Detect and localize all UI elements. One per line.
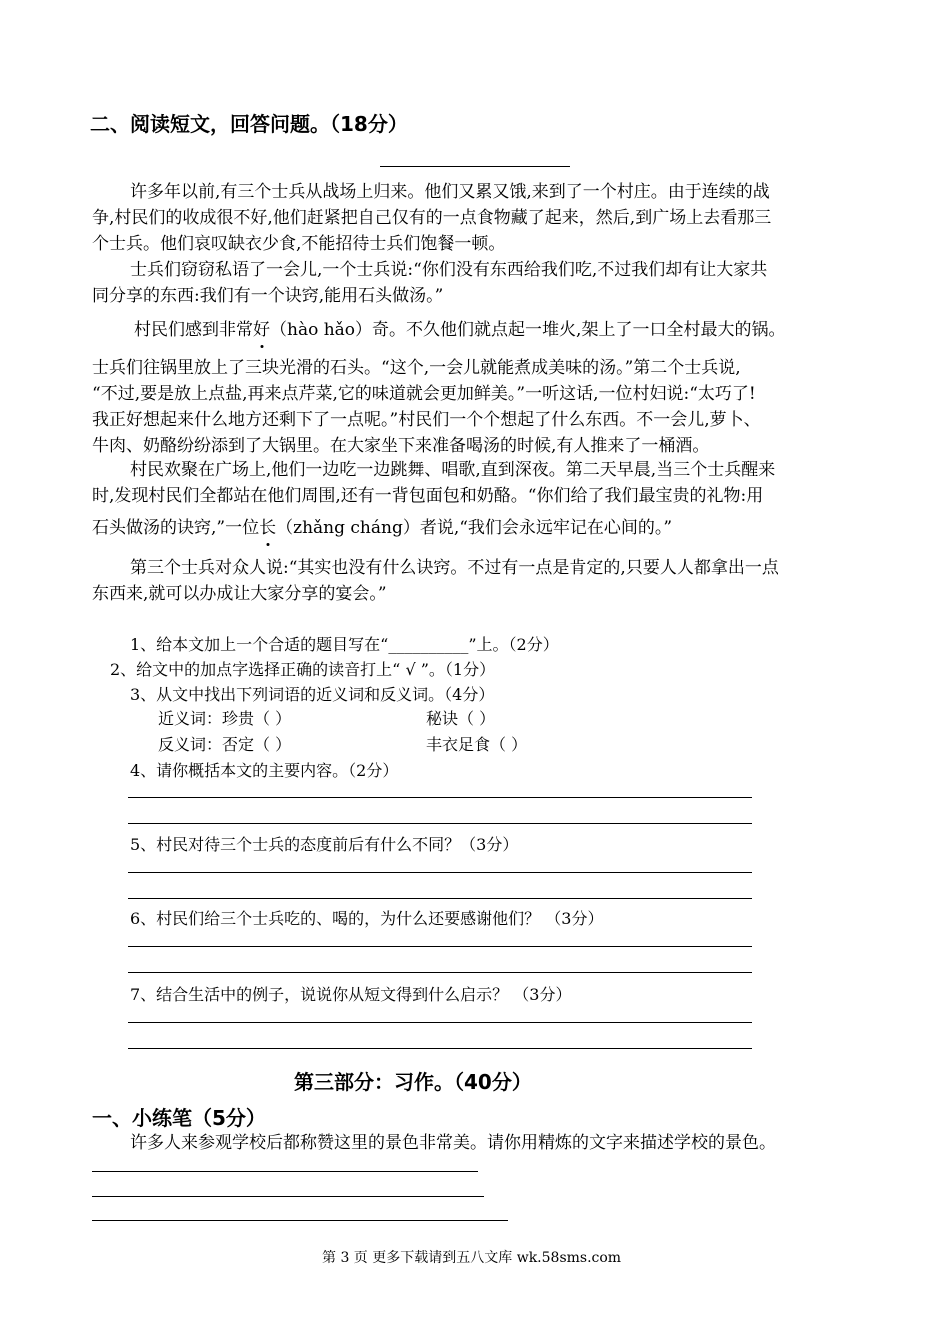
passage-line: 我正好想起来什么地方还剩下了一点呢。”村民们一个个想起了什么东西。不一会儿,萝卜、 xyxy=(92,410,761,430)
answer-line[interactable] xyxy=(128,823,752,824)
passage-line: 牛肉、奶酪纷纷添到了大锅里。在大家坐下来准备喝汤的时候,有人推来了一桶酒。 xyxy=(92,436,710,456)
question-6: 6、村民们给三个士兵吃的、喝的，为什么还要感谢他们？ （3分） xyxy=(130,909,604,928)
passage-line: 士兵们窃窃私语了一会儿,一个士兵说:“你们没有东西给我们吃,不过我们却有让大家共 xyxy=(130,260,768,280)
synonym-prompt: 近义词：珍贵（ ） xyxy=(158,709,292,728)
answer-line[interactable] xyxy=(128,797,752,798)
passage-line xyxy=(134,318,785,343)
page-footer: 第 3 页 更多下载请到五八文库 wk.58sms.com xyxy=(322,1250,622,1266)
writing-line[interactable] xyxy=(92,1171,478,1172)
passage-line: 村民欢聚在广场上,他们一边吃一边跳舞、唱歌,直到深夜。第二天早晨,当三个士兵醒来 xyxy=(130,460,776,480)
antonym-prompt: 反义词：否定（ ） xyxy=(158,735,292,754)
question-2: 2、给文中的加点字选择正确的读音打上“ √ ”。（1分） xyxy=(110,660,496,679)
passage-text: （zhǎng cháng）者说,“我们会永远牢记在心间的。” xyxy=(276,518,673,538)
passage-line: 第三个士兵对众人说:“其实也没有什么诀窍。不过有一点是肯定的,只要人人都拿出一点 xyxy=(130,558,779,578)
passage-line: 东西来,就可以办成让大家分享的宴会。” xyxy=(92,584,387,604)
passage-line: 士兵们往锅里放上了三块光滑的石头。“这个,一会儿就能煮成美味的汤。”第二个士兵说, xyxy=(92,358,741,378)
part-heading: 第三部分：习作。（40分） xyxy=(294,1070,532,1094)
writing-line[interactable] xyxy=(92,1196,484,1197)
answer-line[interactable] xyxy=(128,1022,752,1023)
subsection-heading: 一、小练笔（5分） xyxy=(92,1106,266,1130)
passage-line: 争,村民们的收成很不好,他们赶紧把自己仅有的一点食物藏了起来，然后,到广场上去看那三 xyxy=(92,208,772,228)
question-4: 4、请你概括本文的主要内容。（2分） xyxy=(130,761,399,780)
synonym-prompt: 秘诀（ ） xyxy=(426,709,496,728)
answer-line[interactable] xyxy=(128,898,752,899)
section-heading: 二、阅读短文，回答问题。（18分） xyxy=(90,112,408,136)
passage-line: 同分享的东西:我们有一个诀窍,能用石头做汤。” xyxy=(92,286,444,306)
question-1: 1、给本文加上一个合适的题目写在“__________”上。（2分） xyxy=(130,635,559,654)
passage-line: 许多年以前,有三个士兵从战场上归来。他们又累又饿,来到了一个村庄。由于连续的战 xyxy=(130,182,770,202)
answer-line[interactable] xyxy=(128,972,752,973)
question-7: 7、结合生活中的例子，说说你从短文得到什么启示？ （3分） xyxy=(130,985,572,1004)
question-5: 5、村民对待三个士兵的态度前后有什么不同？（3分） xyxy=(130,835,519,854)
dotted-character: 长 xyxy=(259,516,276,541)
question-3: 3、从文中找出下列词语的近义词和反义词。（4分） xyxy=(130,685,495,704)
writing-prompt: 许多人来参观学校后都称赞这里的景色非常美。请你用精炼的文字来描述学校的景色。 xyxy=(130,1133,776,1153)
antonym-prompt: 丰衣足食（ ） xyxy=(426,735,528,754)
passage-line: “不过,要是放上点盐,再来点芹菜,它的味道就会更加鲜美。”一听这话,一位村妇说:“太巧了! xyxy=(92,384,756,404)
title-blank-line xyxy=(380,166,570,167)
dotted-character: 好 xyxy=(253,318,270,343)
passage-text: （hào hǎo）奇。不久他们就点起一堆火,架上了一口全村最大的锅。 xyxy=(270,320,786,340)
passage-line: 个士兵。他们哀叹缺衣少食,不能招待士兵们饱餐一顿。 xyxy=(92,234,506,254)
answer-line[interactable] xyxy=(128,1048,752,1049)
answer-line[interactable] xyxy=(128,946,752,947)
passage-line xyxy=(92,516,672,541)
answer-line[interactable] xyxy=(128,872,752,873)
passage-text: 石头做汤的诀窍,”一位 xyxy=(92,518,260,538)
writing-line[interactable] xyxy=(92,1220,508,1221)
passage-text: 村民们感到非常 xyxy=(134,320,253,340)
passage-line: 时,发现村民们全都站在他们周围,还有一背包面包和奶酪。“你们给了我们最宝贵的礼物:用 xyxy=(92,486,764,506)
